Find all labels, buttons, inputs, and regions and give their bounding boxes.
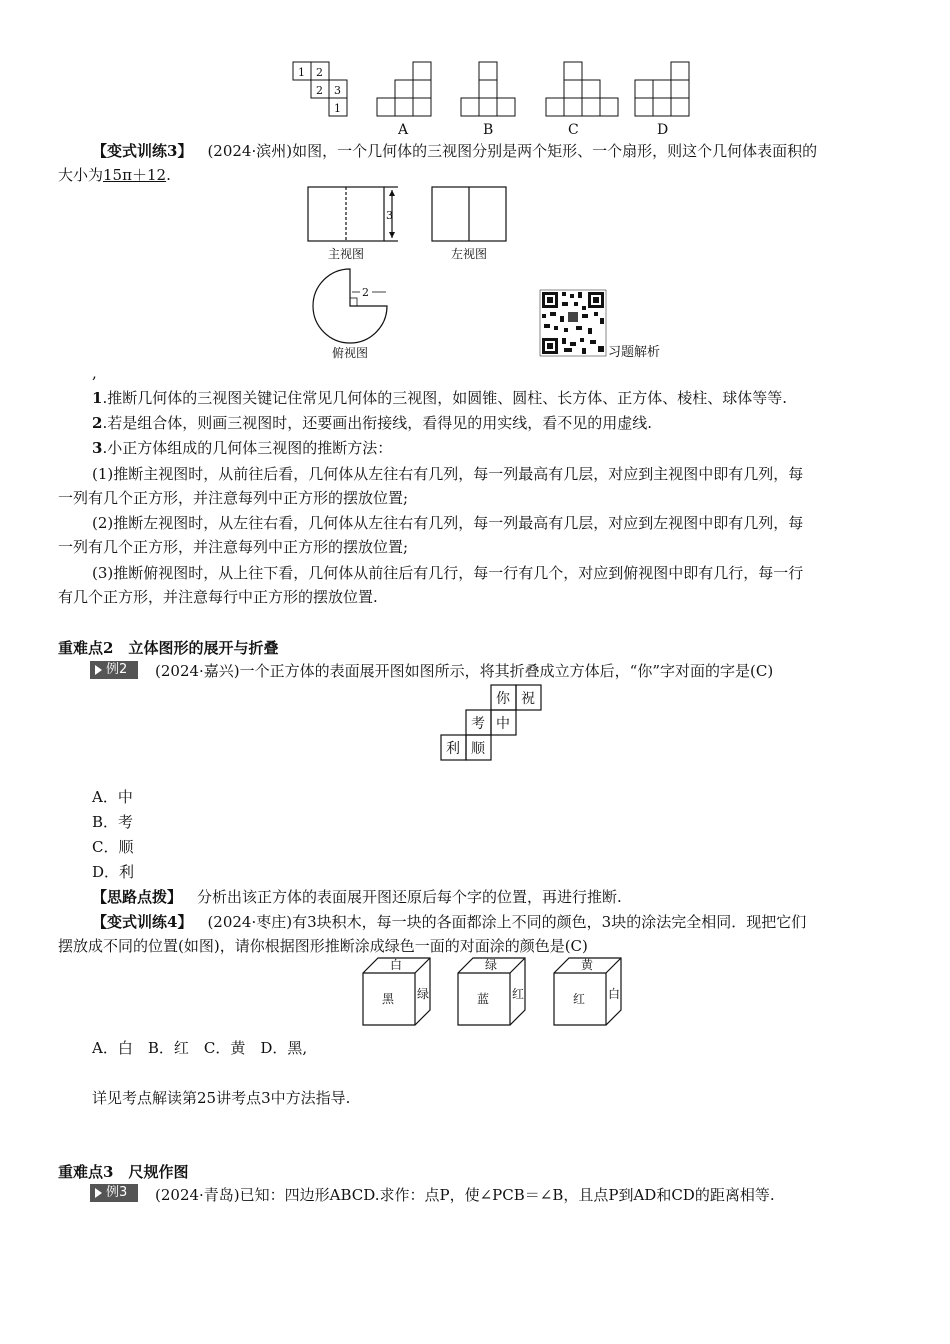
section-2-title: 重难点2 立体图形的展开与折叠 (58, 639, 279, 657)
method-2-line1: (2)推断左视图时，从左往右看，几何体从左往右有几列，每一列最高有几层，对应到左视图中即有几列，每 (92, 514, 804, 532)
example-3-tag-text: 例3 (106, 1185, 128, 1200)
option-c-label: C (568, 122, 579, 138)
option-b-label: B (483, 122, 494, 138)
tip-text: .若是组合体，则画三视图时，还要画出衔接线，看得见的用实线，看不见的用虚线. (102, 414, 652, 432)
cube-1-top: 白 (390, 958, 403, 972)
option-2-c: C．顺 (92, 838, 134, 856)
left-view-label: 左视图 (451, 247, 488, 261)
top-view-label: 俯视图 (332, 346, 369, 360)
exercise-3-answer: 15π＋12 (103, 166, 167, 184)
tip-3 (92, 437, 392, 459)
exercise-4-line1 (92, 911, 806, 933)
exercise-3-period: . (166, 166, 171, 184)
net-face-kao: 考 (471, 716, 485, 732)
section-3-title: 重难点3 尺规作图 (58, 1163, 189, 1181)
example-2-text: (2024·嘉兴)一个正方体的表面展开图如图所示，将其折叠成立方体后，“你”字对面的字是(C) (155, 662, 774, 680)
net-face-zhu: 祝 (521, 691, 535, 707)
method-1-line1: (1)推断主视图时，从前往后看，几何体从左往右有几列，每一列最高有几层，对应到主视图中即有几列，每 (92, 465, 804, 483)
example-2-tag-text: 例2 (106, 662, 128, 677)
qr-code-icon[interactable] (540, 290, 606, 356)
cube-3-top: 黄 (581, 958, 594, 972)
cubes-figure (358, 955, 638, 1030)
method-3-line2: 有几个正方形，并注意每行中正方形的摆放位置. (58, 588, 378, 606)
cube-net-figure (440, 684, 544, 762)
tip-number: 1 (92, 389, 103, 407)
stray-comma: , (92, 364, 97, 382)
front-view-label: 主视图 (328, 247, 365, 261)
dimension-2: 2 (362, 286, 369, 299)
dimension-3: 3 (386, 209, 393, 222)
example-3-text: (2024·青岛)已知：四边形ABCD.求作：点P，使∠PCB＝∠B，且点P到AD和CD的距离相等. (155, 1186, 775, 1204)
tip-number: 2 (92, 414, 103, 432)
grid-label: 2 (316, 66, 323, 79)
option-d-label: D (657, 122, 669, 138)
three-views-figure (300, 182, 661, 367)
exercise-3-label: 【变式训练3】 (92, 142, 193, 160)
tip-text: .推断几何体的三视图关键记住常见几何体的三视图，如圆锥、圆柱、长方体、正方体、棱柱、球体等等. (102, 389, 787, 407)
hint-label: 【思路点拨】 (92, 888, 183, 906)
options-4: A．白 B．红 C．黄 D．黑, (92, 1039, 308, 1057)
method-3-line1: (3)推断俯视图时，从上往下看，几何体从前往后有几行，每一行有几个，对应到俯视图中即有几行，每一行 (92, 564, 804, 582)
net-face-ni: 你 (496, 691, 510, 707)
grid-label: 1 (334, 102, 341, 115)
hint-line (92, 886, 622, 908)
cube-1-front: 黑 (382, 992, 395, 1006)
exercise-4-label: 【变式训练4】 (92, 913, 193, 931)
exercise-3-line1 (92, 140, 817, 162)
play-triangle-icon (95, 1188, 102, 1198)
exercise-4-line2: 摆放成不同的位置(如图)，请你根据图形推断涂成绿色一面的对面涂的颜色是(C) (58, 937, 588, 955)
net-face-zhong: 中 (496, 716, 510, 732)
exercise-3-text: (2024·滨州)如图，一个几何体的三视图分别是两个矩形、一个扇形，则这个几何体表面积的 (207, 142, 818, 160)
tip-number: 3 (92, 439, 103, 457)
option-2-b: B．考 (92, 813, 134, 831)
cube-3-side: 白 (608, 987, 621, 1001)
grid-label: 2 (316, 84, 323, 97)
cube-2-front: 蓝 (477, 992, 490, 1006)
tip-2 (92, 412, 652, 434)
cube-2-side: 红 (512, 987, 525, 1001)
grid-label: 1 (298, 66, 305, 79)
exercise-4-text: (2024·枣庄)有3块积木，每一块的各面都涂上不同的颜色，3块的涂法完全相同．现把它们 (207, 913, 807, 931)
cube-3-front: 红 (573, 992, 586, 1006)
reference-note: 详见考点解读第25讲考点3中方法指导. (92, 1089, 351, 1107)
qr-label: 习题解析 (608, 345, 661, 360)
example-3-tag (90, 1184, 138, 1202)
cube-stack-figure (290, 58, 700, 138)
net-face-shun: 顺 (471, 741, 485, 757)
tip-1 (92, 387, 787, 409)
hint-text: 分析出该正方体的表面展开图还原后每个字的位置，再进行推断. (197, 888, 622, 906)
play-triangle-icon (95, 665, 102, 675)
option-2-a: A．中 (92, 788, 133, 806)
method-2-line2: 一列有几个正方形，并注意每列中正方形的摆放位置; (58, 538, 409, 556)
method-1-line2: 一列有几个正方形，并注意每列中正方形的摆放位置; (58, 489, 409, 507)
grid-label: 3 (334, 84, 341, 97)
exercise-3-text2: 大小为 (58, 166, 104, 184)
tip-text: .小正方体组成的几何体三视图的推断方法： (102, 439, 393, 457)
option-a-label: A (398, 122, 409, 138)
exercise-3-line2 (58, 164, 171, 186)
net-face-li: 利 (446, 741, 460, 757)
cube-1-side: 绿 (417, 987, 430, 1001)
example-2-tag (90, 661, 138, 679)
option-2-d: D．利 (92, 863, 135, 881)
cube-2-top: 绿 (485, 958, 498, 972)
